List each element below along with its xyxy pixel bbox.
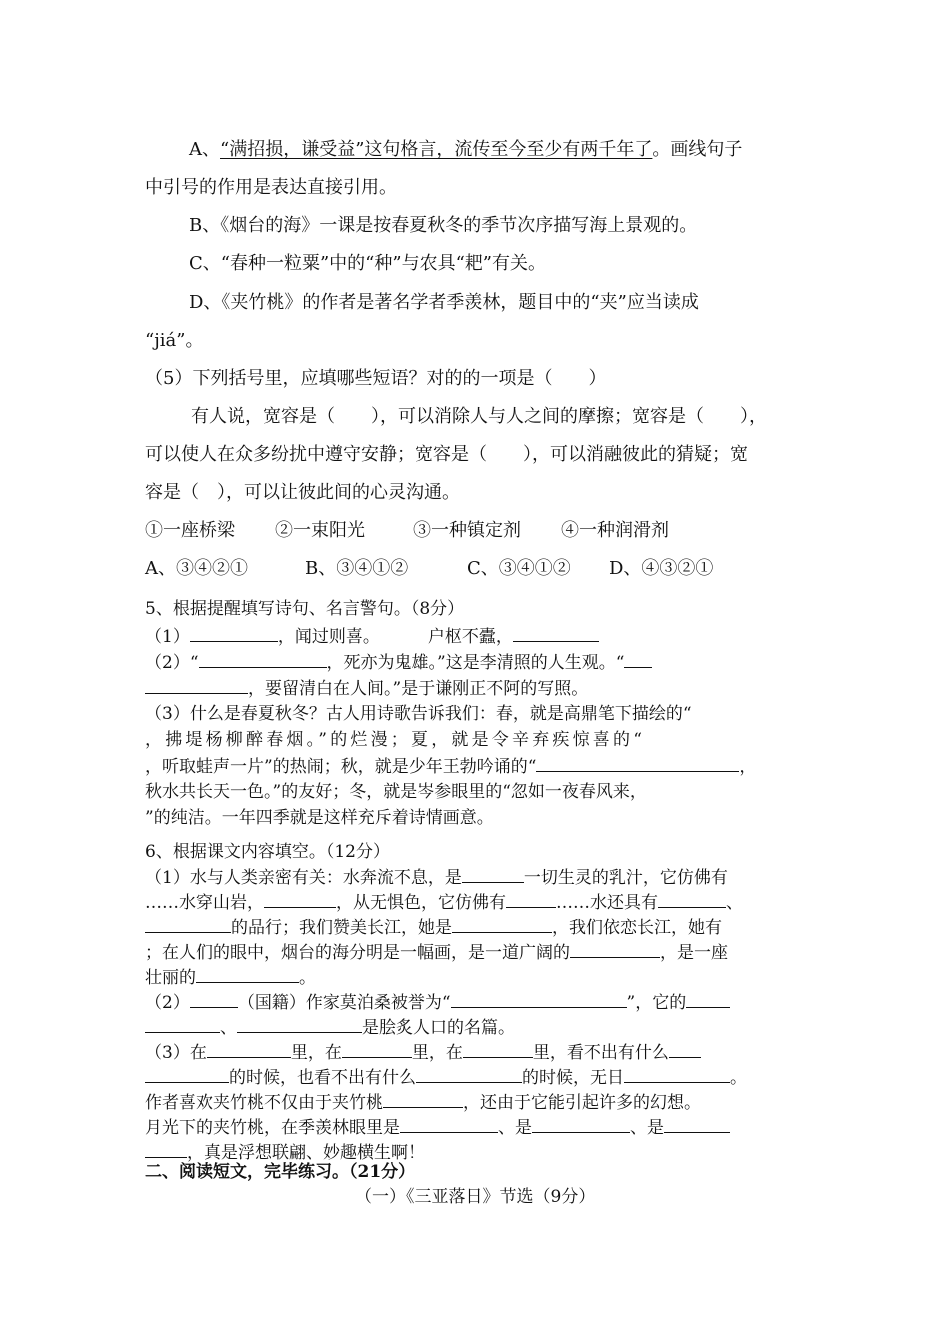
answer-d: D、④③②① [609, 558, 714, 579]
q5-line8: ”的纯洁。一年四季就是这样充斥着诗情画意。 [145, 808, 494, 828]
blank[interactable] [658, 890, 726, 908]
q5-l1-label: （1） [145, 627, 190, 647]
option-c: C、“春种一粒粟”中的“种”与农具“耙”有关。 [189, 253, 546, 274]
option-a-prefix: A、 [189, 139, 220, 160]
q6-line8 [145, 1040, 810, 1065]
q5-sub-choices [145, 519, 810, 543]
q6-l2-text2: ，从无惧色，它仿佛有 [336, 893, 506, 913]
q6-l2-text: ……水穿山岩， [145, 893, 264, 913]
q5-line4: （3）什么是春夏秋冬？古人用诗歌告诉我们：春，就是高鼎笔下描绘的“ [145, 704, 692, 724]
blank[interactable] [532, 1115, 630, 1133]
q5-line1 [145, 624, 810, 649]
q6-l7-text2: 是脍炙人口的名篇。 [362, 1018, 515, 1038]
q6-l5-text2: 。 [299, 968, 316, 988]
q6-l1-text: （1）水与人类亲密有关：水奔流不息，是 [145, 868, 462, 888]
option-a-line1 [189, 138, 809, 162]
q6-l3-text2: ，我们依恋长江，她有 [552, 918, 722, 938]
section2-subtitle: （一）《三亚落日》节选（9分） [355, 1187, 596, 1207]
choice-1: ①一座桥梁 [145, 520, 235, 541]
q6-l5-text: 壮丽的 [145, 968, 196, 988]
blank[interactable] [145, 676, 248, 694]
q6-l7-text: 、 [220, 1018, 237, 1038]
q5-sub-answers [145, 557, 810, 581]
q6-l9-text2: 的时候，无日 [522, 1068, 624, 1088]
option-b: B、《烟台的海》一课是按春夏秋冬的季节次序描写海上景观的。 [189, 215, 698, 236]
q6-l6-text2: ”，它的 [626, 993, 687, 1013]
q6-line7 [145, 1015, 810, 1040]
q6-l9-text3: 。 [730, 1068, 747, 1088]
q6-l8-label: （3）在 [145, 1043, 207, 1063]
q5-sub-prompt: （5）下列括号里，应填哪些短语？对的的一项是（ ） [145, 368, 607, 389]
blank[interactable] [237, 1015, 362, 1033]
choice-4: ④一种润滑剂 [561, 520, 669, 541]
q6-l2-text3: ……水还具有 [556, 893, 658, 913]
blank[interactable] [513, 624, 599, 642]
q5-line7: 秋水共长天一色。”的友好；冬，就是岑参眼里的“忽如一夜春风来， [145, 782, 647, 802]
q6-l8-text2: 里，在 [411, 1043, 463, 1063]
option-a-line2: 中引号的作用是表达直接引用。 [145, 177, 397, 198]
q6-title: 6、根据课文内容填空。（12分） [145, 842, 390, 862]
blank[interactable] [463, 1040, 533, 1058]
q6-line5 [145, 965, 810, 990]
q6-line11 [145, 1115, 810, 1140]
blank[interactable] [536, 754, 739, 772]
q5-line6 [145, 754, 810, 779]
blank[interactable] [462, 865, 524, 883]
blank[interactable] [145, 1140, 187, 1158]
q6-line6 [145, 990, 810, 1015]
q6-l11-text3: 、是 [630, 1118, 664, 1138]
blank[interactable] [199, 650, 327, 668]
blank[interactable] [207, 1040, 291, 1058]
q5-l2-label: （2）“ [145, 653, 199, 673]
choice-3: ③一种镇定剂 [413, 520, 521, 541]
q6-l4-text2: ，是一座 [660, 943, 728, 963]
q6-line9 [145, 1065, 810, 1090]
blank[interactable] [664, 1115, 730, 1133]
section2-title: 二、阅读短文，完毕练习。（21分） [145, 1162, 416, 1182]
q6-l2-text4: 、 [726, 893, 743, 913]
blank[interactable] [196, 965, 299, 983]
q6-l8-text: 里，在 [290, 1043, 342, 1063]
q6-l11-text: 月光下的夹竹桃，在季羡林眼里是 [145, 1118, 400, 1138]
q6-line10 [145, 1090, 810, 1115]
q6-line1 [145, 865, 810, 890]
q6-l3-text: 的品行；我们赞美长江，她是 [231, 918, 452, 938]
option-a-underlined-sentence: “满招损，谦受益”这句格言，流传至今至少有两千年了 [220, 139, 653, 160]
blank[interactable] [145, 1015, 220, 1033]
q6-l9-text: 的时候，也看不出有什么 [229, 1068, 416, 1088]
blank[interactable] [570, 940, 660, 958]
blank[interactable] [452, 915, 552, 933]
q5-line3 [145, 676, 810, 701]
q5-line5: ，拂堤杨柳醉春烟。”的烂漫；夏，就是令辛弃疾惊喜的“ [145, 730, 646, 750]
q6-l10-text: 作者喜欢夹竹桃不仅由于夹竹桃 [145, 1093, 383, 1113]
blank[interactable] [145, 915, 231, 933]
q6-l6-label: （2） [145, 993, 190, 1013]
blank[interactable] [624, 1065, 730, 1083]
q5-l6-text: ，听取蛙声一片”的热闹；秋，就是少年王勃吟诵的“ [145, 757, 537, 777]
q5-sub-para-line3: 容是（ ），可以让彼此间的心灵沟通。 [145, 482, 460, 503]
q6-l11-text2: 、是 [498, 1118, 532, 1138]
q5-l1-text2: 户枢不蠹， [427, 627, 513, 647]
q6-l8-text3: 里，看不出有什么 [532, 1043, 669, 1063]
option-a-suffix: 。画线句子 [652, 139, 743, 160]
q5-sub-para-line2: 可以使人在众多纷扰中遵守安静；宽容是（ ），可以消融彼此的猜疑；宽 [145, 444, 748, 465]
blank[interactable] [383, 1090, 463, 1108]
q6-l1-text2: 一切生灵的乳汁，它仿佛有 [523, 868, 728, 888]
q6-line4 [145, 940, 810, 965]
q6-l12-text: ，真是浮想联翩、妙趣横生啊！ [187, 1143, 425, 1163]
blank[interactable] [400, 1115, 498, 1133]
blank[interactable] [264, 890, 336, 908]
blank[interactable] [506, 890, 556, 908]
blank[interactable] [190, 990, 238, 1008]
blank[interactable] [624, 650, 652, 668]
answer-b: B、③④①② [305, 558, 409, 579]
blank[interactable] [145, 1065, 229, 1083]
blank[interactable] [342, 1040, 412, 1058]
blank[interactable] [669, 1040, 701, 1058]
option-d-line1: D、《夹竹桃》的作者是著名学者季羡林，题目中的“夹”应当读成 [189, 292, 699, 313]
q5-l1-text: ，闻过则喜。 [277, 627, 380, 647]
q6-line2 [145, 890, 810, 915]
q5-l3-text: ，要留清白在人间。”是于谦刚正不阿的写照。 [248, 679, 589, 699]
blank[interactable] [451, 990, 627, 1008]
q6-l10-text2: ，还由于它能引起许多的幻想。 [463, 1093, 701, 1113]
choice-2: ②一束阳光 [275, 520, 365, 541]
blank[interactable] [686, 990, 730, 1008]
q6-line3 [145, 915, 810, 940]
q6-l4-text: ；在人们的眼中，烟台的海分明是一幅画，是一道广阔的 [145, 943, 570, 963]
option-d-line2: “jiá”。 [145, 330, 204, 351]
q5-title: 5、根据提醒填写诗句、名言警句。（8分） [145, 599, 465, 619]
q5-line2 [145, 650, 810, 675]
q5-l2-text: ，死亦为鬼雄。”这是李清照的人生观。“ [326, 653, 625, 673]
answer-a: A、③④②① [145, 558, 248, 579]
blank[interactable] [416, 1065, 522, 1083]
q5-sub-para-line1: 有人说，宽容是（ ），可以消除人与人之间的摩擦；宽容是（ ）， [191, 406, 767, 427]
q6-l6-text: （国籍）作家莫泊桑被誉为“ [237, 993, 451, 1013]
answer-c: C、③④①② [467, 558, 571, 579]
blank[interactable] [190, 624, 278, 642]
q5-l6-text2: ， [739, 757, 757, 777]
